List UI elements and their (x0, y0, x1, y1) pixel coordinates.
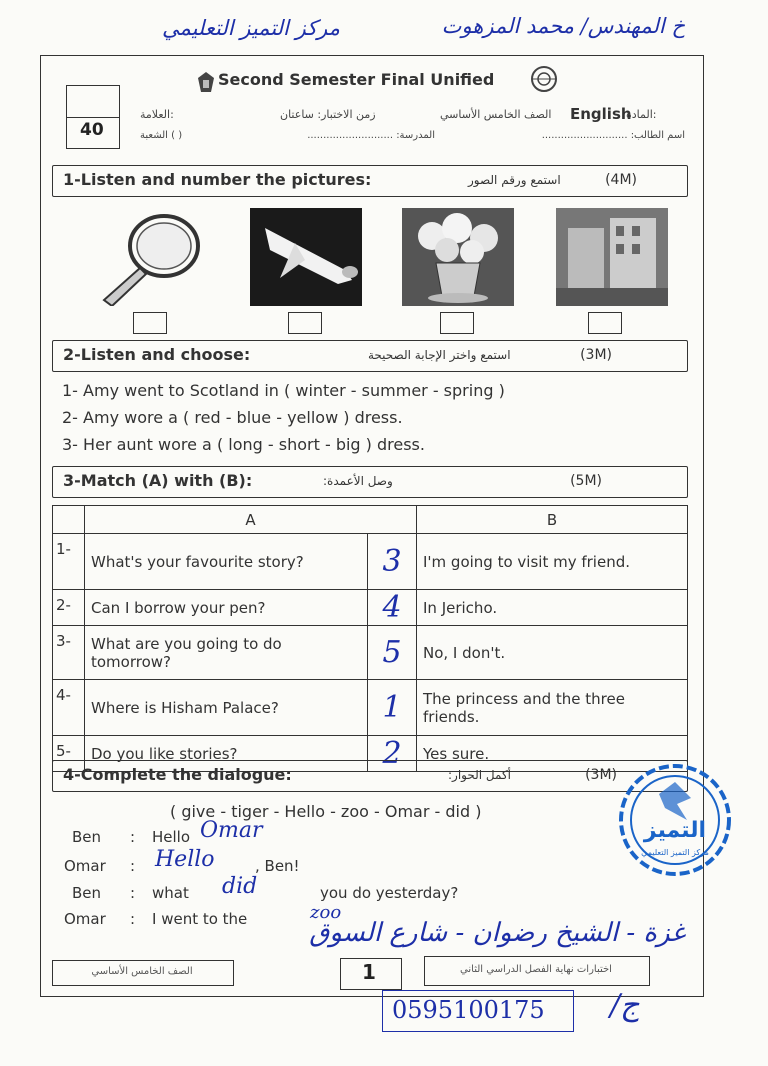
row-number: 2- (53, 590, 85, 626)
table-row (53, 534, 688, 590)
dialogue-speaker: Omar (64, 910, 106, 928)
table-row (53, 626, 688, 680)
dialogue-text: what (152, 884, 189, 902)
column-a-header: A (85, 506, 417, 534)
handwritten-phone: 0595100175 (392, 996, 545, 1024)
footer-exam-name: اختبارات نهاية الفصل الدراسي الثاني (460, 964, 612, 975)
handwritten-blank[interactable]: did (222, 874, 258, 899)
dialogue-speaker: Ben (72, 884, 102, 902)
question-3-header (52, 466, 688, 498)
handwritten-center-name: مركز التميز التعليمي (161, 16, 340, 40)
handwritten-blank[interactable]: zoo (310, 902, 342, 923)
footer-grade: الصف الخامس الأساسي (91, 966, 193, 977)
exam-title: Second Semester Final Unified (218, 70, 495, 89)
question-2-marks: (3M) (580, 347, 612, 363)
handwritten-answer[interactable]: 2 (368, 736, 417, 772)
question-2-arabic: استمع واختر الإجابة الصحيحة (368, 348, 511, 362)
column-b-header: B (417, 506, 688, 534)
center-stamp (615, 760, 735, 880)
picture-4-number-box[interactable] (588, 312, 622, 334)
question-a: Can I borrow your pen? (85, 590, 368, 626)
question-2-title: 2-Listen and choose: (63, 345, 251, 364)
dialogue-speaker: Ben (72, 828, 102, 846)
table-row (53, 590, 688, 626)
answer-b: I'm going to visit my friend. (417, 534, 688, 590)
question-1-arabic: استمع ورقم الصور (468, 173, 561, 187)
question-1-marks: (4M) (605, 172, 637, 188)
question-a: Where is Hisham Palace? (85, 680, 368, 736)
dialogue-colon: : (130, 828, 136, 846)
dialogue-text: I went to the (152, 910, 248, 928)
question-3-arabic: وصل الأعمدة: (323, 474, 393, 488)
mark-label: العلامة: (140, 108, 174, 121)
dialogue-text: Hello (152, 828, 191, 846)
dialogue-colon: : (130, 857, 136, 875)
question-a: What are you going to do tomorrow? (85, 626, 368, 680)
row-number: 1- (53, 534, 85, 590)
answer-b: No, I don't. (417, 626, 688, 680)
space-shuttle-picture (250, 208, 362, 306)
handwritten-blank[interactable]: Omar (200, 818, 263, 843)
word-bank: ( give - tiger - Hello - zoo - Omar - did ) (170, 802, 482, 821)
page-number: 1 (362, 960, 376, 984)
dialogue-colon: : (130, 884, 136, 902)
row-number: 3- (53, 626, 85, 680)
question-1-header (52, 165, 688, 197)
palestine-emblem-icon (196, 70, 216, 94)
un-emblem-icon (530, 65, 558, 93)
total-score: 40 (80, 120, 104, 140)
section-label: الشعبة ( ) (140, 130, 183, 141)
stamp-text: التميز (643, 818, 707, 843)
row-number: 4- (53, 680, 85, 736)
handwritten-answer[interactable]: 5 (368, 626, 417, 680)
answer-b: Yes sure. (417, 736, 688, 772)
answer-b: The princess and the three friends. (417, 680, 688, 736)
question-3-title: 3-Match (A) with (B): (63, 471, 253, 490)
handwritten-answer[interactable]: 3 (368, 534, 417, 590)
handwritten-address: غزة - الشيخ رضوان - شارع السوق (309, 918, 685, 948)
question-4-arabic: أكمل الحوار: (448, 768, 511, 782)
handwritten-answer[interactable]: 4 (368, 590, 417, 626)
table-corner (53, 506, 85, 534)
picture-1-number-box[interactable] (133, 312, 167, 334)
question-4-header (52, 760, 688, 792)
question-2-header (52, 340, 688, 372)
score-divider (66, 117, 120, 118)
handwritten-blank[interactable]: Hello (155, 847, 215, 872)
question-4-marks: (3M) (585, 767, 617, 783)
subject-value: English (570, 105, 632, 123)
subject-label: المادة: (626, 108, 657, 121)
question-2-line: 3- Her aunt wore a ( long - short - big ) dress. (62, 435, 425, 454)
dialogue-text: , Ben! (255, 857, 300, 875)
building-picture (556, 208, 668, 306)
table-row (53, 680, 688, 736)
row-number: 5- (53, 736, 85, 772)
dialogue-speaker: Omar (64, 857, 106, 875)
question-2-line: 2- Amy wore a ( red - blue - yellow ) dress. (62, 408, 403, 427)
grade-label: الصف الخامس الأساسي (440, 108, 552, 121)
question-3-marks: (5M) (570, 473, 602, 489)
question-a: What's your favourite story? (85, 534, 368, 590)
dialogue-text: you do yesterday? (320, 884, 459, 902)
time-label: زمن الاختبار: ساعتان (280, 108, 376, 121)
question-4-title: 4-Complete the dialogue: (63, 765, 292, 784)
answer-b: In Jericho. (417, 590, 688, 626)
match-table (52, 505, 688, 772)
flower-pot-picture (402, 208, 514, 306)
student-name-label: اسم الطالب: ........................... (541, 130, 685, 141)
picture-2-number-box[interactable] (288, 312, 322, 334)
mirror-picture (92, 208, 204, 306)
school-label: المدرسة: ........................... (307, 130, 435, 141)
question-2-line: 1- Amy went to Scotland in ( winter - summer - spring ) (62, 381, 505, 400)
question-1-title: 1-Listen and number the pictures: (63, 170, 372, 189)
question-a: Do you like stories? (85, 736, 368, 772)
dialogue-colon: : (130, 910, 136, 928)
handwritten-answer[interactable]: 1 (368, 680, 417, 736)
picture-3-number-box[interactable] (440, 312, 474, 334)
handwritten-mark: /ج (610, 988, 640, 1023)
handwritten-teacher-name: خ المهندس/ محمد المزهوت (441, 14, 685, 38)
stamp-subtext: مركز التميز التعليمي (641, 848, 709, 857)
